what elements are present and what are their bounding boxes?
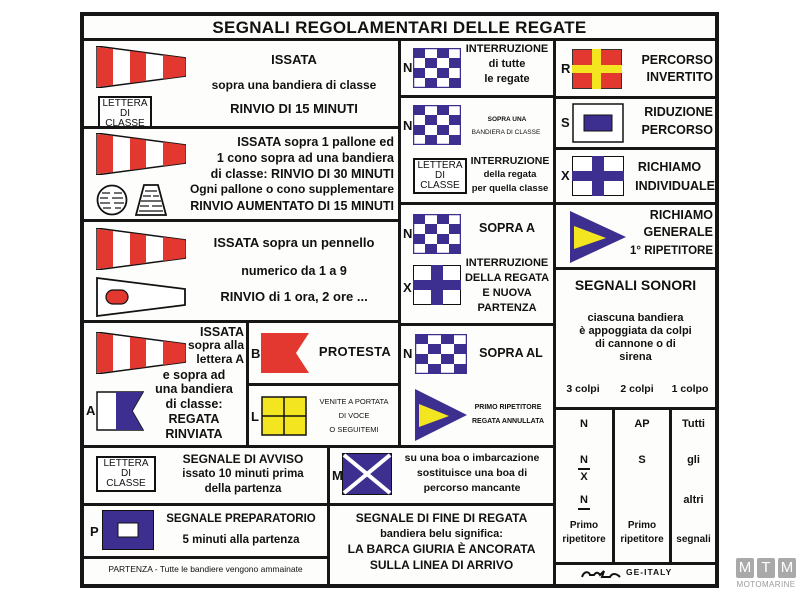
text-line: X — [580, 471, 588, 483]
flag-letter-a: A — [86, 403, 96, 418]
text-line: Primo — [569, 520, 599, 531]
cell-ball-cone — [84, 129, 398, 219]
text-line: gli — [687, 454, 700, 466]
text-line: segnali — [676, 534, 711, 545]
answering-pennant-icon — [96, 133, 186, 175]
text-line: issato 10 minuti prima — [182, 468, 304, 480]
text-line: le regate — [484, 73, 530, 85]
motomarine-watermark — [735, 558, 797, 594]
cell-sound-signals — [556, 270, 715, 407]
text-line: SEGNALE DI AVVISO — [182, 452, 304, 466]
text-line: numerico da 1 a 9 — [241, 264, 347, 278]
text-line: RIDUZIONE — [644, 105, 713, 119]
flag-letter-b: B — [251, 346, 261, 361]
text-line: INVERTITO — [646, 70, 713, 84]
cell-n-over-first — [401, 326, 553, 445]
fraction-bar — [578, 468, 590, 470]
cell-flag-s — [556, 99, 715, 147]
text-line: RICHIAMO — [649, 208, 713, 222]
watermark-letter: M — [736, 558, 754, 578]
chart-title: SEGNALI REGOLAMENTARI DELLE REGATE — [212, 18, 587, 37]
regatta-signals-chart — [80, 12, 719, 588]
watermark-letter: T — [757, 558, 775, 578]
answering-pennant-icon — [96, 46, 186, 88]
flag-a-icon — [96, 391, 144, 431]
flag-n-icon — [413, 105, 461, 145]
maker-bar — [556, 565, 715, 584]
maker-logo-icon — [580, 570, 622, 580]
flag-letter-n: N — [403, 226, 413, 241]
text-line: di cannone o di — [595, 338, 676, 350]
cell-numeral-pennant — [84, 222, 398, 320]
text-line: REGATA ANNULLATA — [471, 418, 545, 425]
text-line: RINVIO DI 15 MINUTI — [230, 101, 358, 116]
text-line: di classe: RINVIO DI 30 MINUTI — [210, 167, 394, 181]
cell-n-over-x — [401, 205, 553, 323]
watermark-text: MOTOMARINE — [736, 580, 796, 589]
text-line: INTERRUZIONE — [465, 43, 549, 55]
flag-letter-s: S — [561, 115, 570, 130]
text-line: SULLA LINEA DI ARRIVO — [369, 558, 514, 572]
flag-b-icon — [261, 333, 311, 373]
text-line: RINVIO di 1 ora, 2 ore ... — [220, 289, 368, 304]
flag-letter-n: N — [403, 60, 413, 75]
cell-finish — [330, 506, 553, 584]
cell-postponement-15 — [84, 41, 398, 126]
count-two: 2 colpi — [620, 383, 654, 395]
text-line: LA BARCA GIURIA È ANCORATA — [347, 542, 536, 556]
text-line: e sopra ad — [162, 368, 226, 382]
sound-col-1 — [556, 410, 612, 562]
text-line: percorso mancante — [423, 482, 521, 494]
cell-flag-r — [556, 41, 715, 96]
flag-n-icon — [415, 334, 467, 374]
flag-letter-l: L — [251, 409, 259, 424]
cell-n-class — [401, 98, 553, 202]
text-line: E NUOVA — [482, 287, 532, 299]
cell-protest — [249, 323, 398, 383]
text-line: 1 cono sopra ad una bandiera — [216, 151, 394, 165]
text-line: sostituisce una boa di — [416, 467, 528, 479]
text-line: N — [580, 454, 588, 466]
flag-letter-p: P — [90, 524, 99, 539]
text-line: PARTENZA — [477, 302, 537, 314]
start-note: PARTENZA - Tutte le bandiere vengono ammainate — [108, 564, 303, 574]
flag-letter-n: N — [403, 346, 413, 361]
text-line: lettera A — [196, 352, 244, 366]
flag-letter-n: N — [403, 118, 413, 133]
numeral-pennant-icon — [96, 277, 186, 317]
chart-title-bar — [84, 16, 715, 38]
flag-letter-x: X — [403, 280, 412, 295]
sound-col-3 — [672, 410, 715, 562]
text-line: di classe: — [165, 397, 223, 411]
flag-p-icon — [102, 510, 154, 550]
flag-letter-r: R — [561, 61, 571, 76]
text-line: per quella classe — [471, 183, 549, 194]
class-flag-box: LETTERA DI CLASSE — [413, 158, 467, 194]
answering-pennant-icon — [96, 228, 186, 270]
text-line: REGATA — [168, 412, 220, 426]
text-line: ripetitore — [620, 534, 664, 545]
text-line: una bandiera — [155, 382, 233, 396]
text-line: GENERALE — [643, 225, 713, 239]
text-line: di tutte — [488, 58, 526, 70]
cell-first-substitute — [556, 205, 715, 267]
text-line: N — [580, 418, 588, 430]
text-line: INTERRUZIONE — [470, 155, 550, 167]
text-line: INDIVIDUALE — [635, 179, 715, 193]
text-line: PERCORSO — [641, 123, 713, 137]
text-line: INTERRUZIONE — [465, 257, 549, 269]
count-three: 3 colpi — [566, 383, 600, 395]
text-line: ISSATA — [271, 52, 317, 67]
flag-m-icon — [342, 453, 392, 495]
flag-x-icon — [413, 265, 461, 305]
text-line: 1° RIPETITORE — [630, 245, 713, 257]
text-line: PERCORSO — [641, 53, 713, 67]
text-line: ISSATA sopra un pennello — [213, 235, 375, 250]
cell-over-a — [84, 323, 246, 445]
class-flag-box: LETTERA DI CLASSE — [96, 456, 156, 492]
cell-warning-signal — [84, 448, 327, 503]
text-line: RICHIAMO — [637, 160, 702, 174]
text-line: SEGNALE PREPARATORIO — [166, 513, 316, 525]
text-line: S — [638, 454, 646, 466]
cell-flag-m — [330, 448, 553, 503]
watermark-letter: M — [778, 558, 796, 578]
text-line: sirena — [619, 351, 652, 363]
text-line: BANDIERA DI CLASSE — [471, 129, 541, 136]
cell-flag-l — [249, 386, 398, 445]
text-line: ciascuna bandiera — [587, 312, 684, 324]
text-line: su una boa o imbarcazione — [404, 452, 540, 464]
text-line: VENITE A PORTATA — [319, 397, 389, 406]
text-line: della regata — [483, 169, 537, 180]
flag-s-icon — [572, 103, 624, 143]
text-line: AP — [634, 418, 650, 430]
text-line: ripetitore — [562, 534, 606, 545]
text-line: PRIMO RIPETITORE — [474, 404, 542, 411]
text-line: RINVIATA — [165, 427, 223, 441]
ball-icon — [96, 184, 128, 216]
flag-x-icon — [572, 156, 624, 196]
cone-icon — [135, 184, 167, 216]
text-line: N — [580, 494, 588, 506]
text-line: è appoggiata da colpi — [579, 325, 692, 337]
protest-label: PROTESTA — [318, 344, 392, 359]
sound-signals-heading: SEGNALI SONORI — [574, 277, 697, 293]
cell-n-all — [401, 41, 553, 95]
text-line: O SEGUITEMI — [329, 425, 379, 434]
text-line: ISSATA sopra 1 pallone ed — [237, 135, 394, 149]
first-substitute-icon — [415, 389, 467, 441]
text-line: RINVIO AUMENTATO DI 15 MINUTI — [190, 199, 394, 213]
cell-preparatory — [84, 506, 327, 556]
text-line: DI VOCE — [338, 411, 370, 420]
flag-r-icon — [572, 49, 622, 89]
flag-n-icon — [413, 48, 461, 88]
maker-label: GE-ITALY — [626, 567, 673, 577]
text-line: altri — [683, 494, 704, 506]
text-line: SOPRA A — [478, 221, 536, 235]
text-line: SEGNALE DI FINE DI REGATA — [355, 511, 528, 525]
cell-flag-x — [556, 150, 715, 202]
class-flag-box: LETTERA DI CLASSE — [98, 96, 152, 126]
text-line: Primo — [627, 520, 657, 531]
text-line: Tutti — [681, 418, 705, 430]
count-one: 1 colpo — [671, 383, 709, 395]
text-line: bandiera belu significa: — [380, 528, 503, 540]
flag-letter-m: M — [332, 468, 343, 483]
text-line: SOPRA UNA — [487, 116, 527, 123]
flag-letter-x: X — [561, 168, 570, 183]
text-line: DELLA REGATA — [464, 272, 550, 284]
cell-start — [84, 559, 327, 584]
text-line: ISSATA — [200, 325, 244, 339]
text-line: della partenza — [204, 483, 282, 495]
text-line: 5 minuti alla partenza — [182, 534, 300, 546]
sound-col-2 — [615, 410, 669, 562]
flag-l-icon — [261, 396, 307, 436]
fraction-bar — [578, 508, 590, 510]
text-line: SOPRA AL — [479, 346, 543, 360]
text-line: Ogni pallone o cono supplementare — [189, 182, 394, 196]
text-line: sopra una bandiera di classe — [211, 78, 377, 92]
flag-n-icon — [413, 214, 461, 254]
text-line: sopra alla — [187, 338, 244, 352]
